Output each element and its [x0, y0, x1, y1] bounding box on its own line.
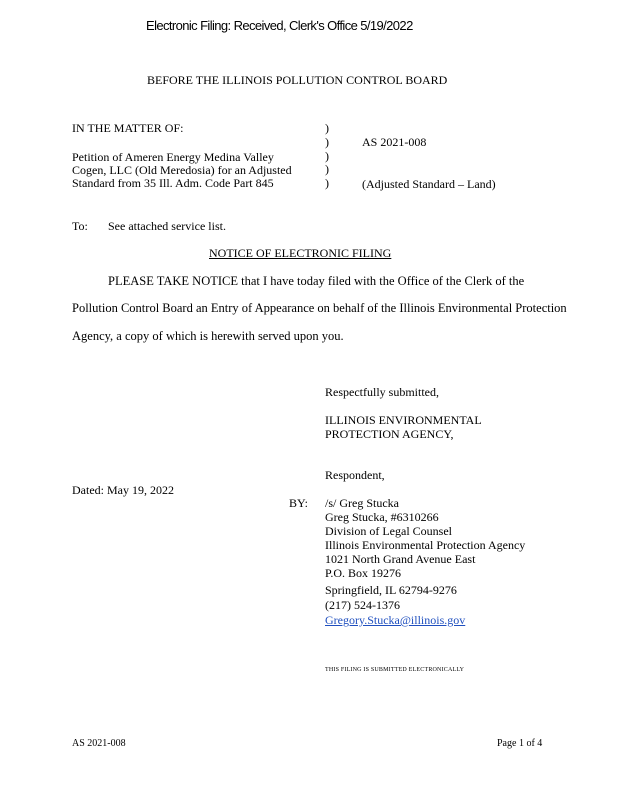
footer-page-number: Page 1 of 4 [497, 738, 543, 749]
po-box: P.O. Box 19276 [325, 566, 402, 580]
agency-full: Illinois Environmental Protection Agency [325, 538, 526, 552]
agency-line-1: ILLINOIS ENVIRONMENTAL [325, 413, 482, 427]
petition-line-1: Petition of Ameren Energy Medina Valley [72, 150, 274, 164]
caption-paren: ) [325, 121, 329, 135]
filing-stamp: Electronic Filing: Received, Clerk's Office 5/19/2022 [146, 18, 413, 33]
caption-paren: ) [325, 135, 329, 149]
email-link[interactable]: Gregory.Stucka@illinois.gov [325, 613, 466, 627]
signature-line: /s/ Greg Stucka [325, 496, 399, 510]
respondent-label: Respondent, [325, 468, 385, 482]
by-label: BY: [289, 496, 308, 510]
body-line-2: Pollution Control Board an Entry of Appearance on behalf of the Illinois Environmental Protection [72, 301, 567, 315]
notice-title: NOTICE OF ELECTRONIC FILING [209, 246, 392, 260]
electronic-note: THIS FILING IS SUBMITTED ELECTRONICALLY [325, 667, 465, 673]
phone: (217) 524-1376 [325, 598, 400, 612]
caption-paren: ) [325, 176, 329, 190]
case-number: AS 2021-008 [362, 135, 427, 149]
attorney-name: Greg Stucka, #6310266 [325, 510, 439, 524]
to-label: To: [72, 219, 88, 233]
dated: Dated: May 19, 2022 [72, 483, 174, 497]
street-address: 1021 North Grand Avenue East [325, 552, 476, 566]
caption-paren: ) [325, 162, 329, 176]
city-state-zip: Springfield, IL 62794-9276 [325, 583, 457, 597]
footer-case-number: AS 2021-008 [72, 738, 126, 749]
case-type: (Adjusted Standard – Land) [362, 177, 496, 191]
caption-paren: ) [325, 149, 329, 163]
body-line-3: Agency, a copy of which is herewith served upon you. [72, 329, 344, 343]
matter-label: IN THE MATTER OF: [72, 121, 184, 135]
petition-line-2: Cogen, LLC (Old Meredosia) for an Adjusted [72, 163, 292, 177]
to-text: See attached service list. [108, 219, 226, 233]
agency-line-2: PROTECTION AGENCY, [325, 427, 454, 441]
board-title: BEFORE THE ILLINOIS POLLUTION CONTROL BOARD [147, 73, 448, 87]
petition-line-3: Standard from 35 Ill. Adm. Code Part 845 [72, 176, 274, 190]
body-line-1: PLEASE TAKE NOTICE that I have today filed with the Office of the Clerk of the [108, 274, 525, 288]
closing: Respectfully submitted, [325, 385, 439, 399]
division: Division of Legal Counsel [325, 524, 452, 538]
